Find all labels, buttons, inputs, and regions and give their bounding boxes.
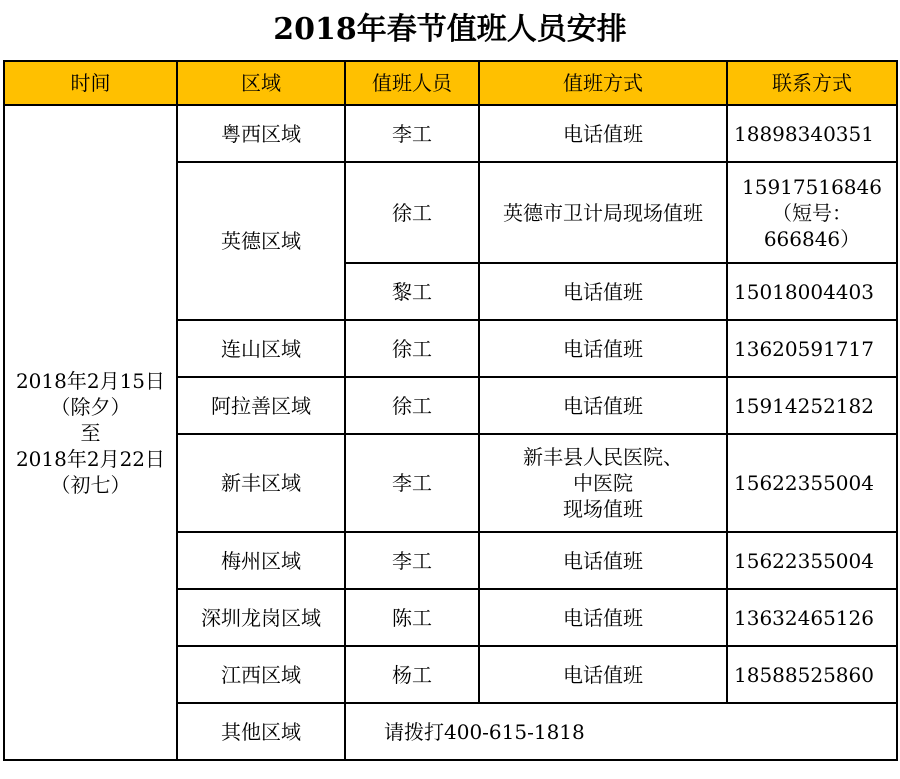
duty-period-cell	[4, 105, 177, 760]
area-cell: 新丰区域	[177, 434, 345, 532]
period-start-note: （除夕）	[50, 394, 131, 419]
other-area-cell: 其他区域	[177, 703, 345, 760]
method-cell	[479, 434, 727, 532]
period-to: 至	[80, 420, 101, 445]
header-contact: 联系方式	[727, 61, 897, 105]
duty-schedule-table	[3, 60, 898, 761]
method-line: 中医院	[573, 471, 633, 495]
area-cell: 深圳龙岗区域	[177, 589, 345, 646]
contact-cell: 18898340351	[727, 105, 897, 162]
period-end-note: （初七）	[50, 472, 131, 497]
contact-phone: 15917516846	[742, 174, 882, 199]
method-cell: 电话值班	[479, 320, 727, 377]
other-area-hotline: 请拨打400-615-1818	[345, 703, 897, 760]
staff-cell: 徐工	[345, 162, 479, 263]
contact-cell: 15018004403	[727, 263, 897, 320]
area-cell: 阿拉善区域	[177, 377, 345, 434]
contact-cell: 13620591717	[727, 320, 897, 377]
staff-cell: 李工	[345, 532, 479, 589]
staff-cell: 李工	[345, 434, 479, 532]
contact-cell	[727, 162, 897, 263]
method-cell: 电话值班	[479, 377, 727, 434]
method-cell: 电话值班	[479, 646, 727, 703]
area-cell: 英德区域	[177, 162, 345, 320]
method-cell: 电话值班	[479, 532, 727, 589]
staff-cell: 李工	[345, 105, 479, 162]
method-line: 新丰县人民医院、	[523, 445, 683, 469]
page-title: 2018年春节值班人员安排	[273, 12, 627, 47]
contact-cell: 15622355004	[727, 532, 897, 589]
staff-cell: 徐工	[345, 377, 479, 434]
contact-cell: 18588525860	[727, 646, 897, 703]
staff-cell: 徐工	[345, 320, 479, 377]
method-line: 现场值班	[563, 497, 643, 521]
header-staff: 值班人员	[345, 61, 479, 105]
staff-cell: 杨工	[345, 646, 479, 703]
header-time: 时间	[4, 61, 177, 105]
method-cell: 英德市卫计局现场值班	[479, 162, 727, 263]
contact-cell: 15914252182	[727, 377, 897, 434]
staff-cell: 黎工	[345, 263, 479, 320]
staff-cell: 陈工	[345, 589, 479, 646]
area-cell: 江西区域	[177, 646, 345, 703]
area-cell: 粤西区域	[177, 105, 345, 162]
area-cell: 梅州区域	[177, 532, 345, 589]
contact-short-number: 666846）	[763, 226, 861, 251]
table-row	[4, 105, 897, 162]
header-area: 区域	[177, 61, 345, 105]
contact-cell: 13632465126	[727, 589, 897, 646]
header-method: 值班方式	[479, 61, 727, 105]
period-end-date: 2018年2月22日	[15, 446, 166, 471]
contact-cell: 15622355004	[727, 434, 897, 532]
method-cell: 电话值班	[479, 263, 727, 320]
area-cell: 连山区域	[177, 320, 345, 377]
header-row	[4, 61, 897, 105]
contact-short-label: （短号：	[772, 200, 852, 225]
method-cell: 电话值班	[479, 589, 727, 646]
method-cell: 电话值班	[479, 105, 727, 162]
period-start-date: 2018年2月15日	[15, 368, 166, 393]
